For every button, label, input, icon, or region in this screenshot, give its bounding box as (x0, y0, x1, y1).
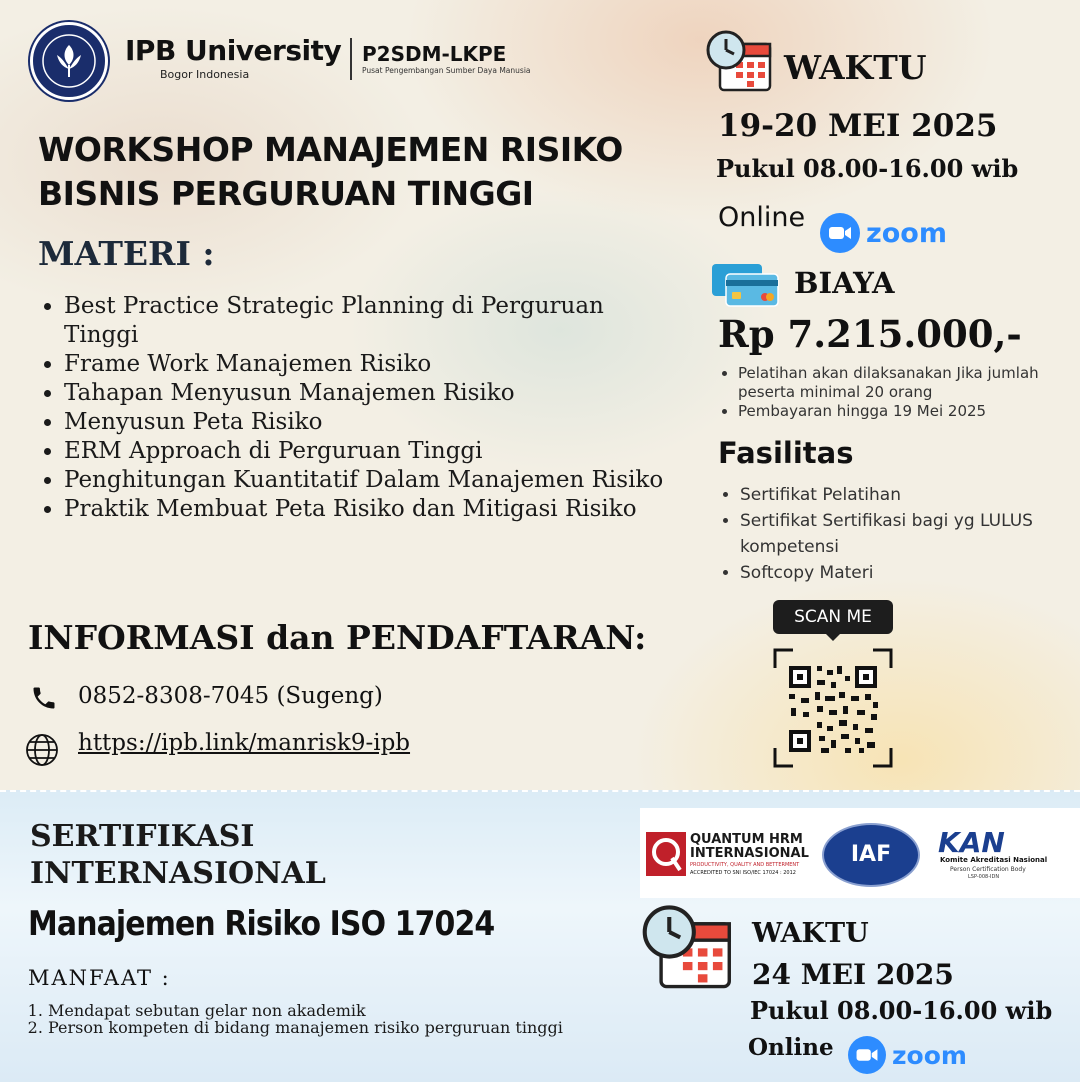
zoom-wordmark: zoom (866, 217, 947, 249)
list-item: 2. Person kompeten di bidang manajemen risiko perguruan tinggi (48, 1019, 608, 1036)
credit-card-icon (710, 262, 780, 312)
list-item: • Penghitungan Kuantitatif Dalam Manajemen Risiko (64, 466, 674, 495)
title-line-2: BISNIS PERGURUAN TINGGI (38, 174, 534, 213)
manfaat-heading: MANFAAT : (28, 966, 171, 990)
quantum-hrm-name: QUANTUM HRM (690, 832, 803, 847)
zoom-wordmark: zoom (892, 1040, 967, 1070)
phone-icon (30, 684, 58, 716)
biaya-notes (718, 364, 1080, 421)
globe-icon (24, 732, 60, 772)
sertifikasi-subtitle: Manajemen Risiko ISO 17024 (28, 904, 495, 944)
phone-number[interactable]: 0852-8308-7045 (Sugeng) (78, 683, 383, 709)
quantum-hrm-logo-icon (646, 832, 686, 880)
list-item: • Praktik Membuat Peta Risiko dan Mitigasi Risiko (64, 495, 674, 524)
sertifikasi-line-1: SERTIFIKASI (30, 819, 255, 854)
list-item: • Frame Work Manajemen Risiko (64, 350, 674, 379)
sertifikasi-line-2: INTERNASIONAL (30, 856, 326, 891)
qr-code[interactable] (773, 648, 893, 768)
sertifikasi-heading (30, 818, 390, 892)
sertifikasi-time: Pukul 08.00-16.00 wib (750, 996, 1053, 1025)
list-item: • ERM Approach di Perguruan Tinggi (64, 437, 674, 466)
header-divider (350, 38, 352, 80)
zoom-logo (820, 213, 947, 253)
list-item: • Best Practice Strategic Planning di Perguruan Tinggi (64, 292, 674, 350)
quantum-hrm-tagline: PRODUCTIVITY, QUALITY AND BETTERMENT (690, 862, 800, 868)
kan-name: Komite Akreditasi Nasional (940, 856, 1048, 864)
zoom-logo (848, 1036, 967, 1074)
workshop-time: Pukul 08.00-16.00 wib (716, 154, 1019, 183)
workshop-date: 19-20 MEI 2025 (718, 108, 998, 144)
clock-calendar-icon (706, 30, 772, 96)
waktu-heading: WAKTU (784, 48, 927, 87)
materi-heading: MATERI : (38, 234, 215, 273)
list-item: • Softcopy Materi (740, 560, 1080, 586)
kan-logo: KAN (938, 826, 1005, 859)
sertifikasi-mode: Online (748, 1034, 834, 1061)
iaf-logo (822, 823, 920, 887)
unit-description: Pusat Pengembangan Sumber Daya Manusia (362, 66, 531, 75)
unit-name: P2SDM-LKPE (362, 42, 507, 66)
materi-list (38, 292, 674, 524)
ipb-logo-icon (30, 22, 108, 100)
list-item: • Pelatihan akan dilaksanakan Jika jumlah peserta minimal 20 orang (738, 364, 1080, 402)
sertifikasi-date: 24 MEI 2025 (752, 958, 954, 991)
fasilitas-list (720, 482, 1080, 586)
workshop-mode: Online (718, 202, 806, 233)
university-name: IPB University (125, 34, 342, 67)
title-line-1: WORKSHOP MANAJEMEN RISIKO (38, 130, 623, 169)
list-item: • Tahapan Menyusun Manajemen Risiko (64, 379, 674, 408)
kan-body: Person Certification Body (950, 866, 1026, 873)
waktu2-heading: WAKTU (752, 918, 869, 949)
info-heading: INFORMASI dan PENDAFTARAN: (28, 618, 647, 657)
manfaat-list (28, 1002, 608, 1036)
workshop-title (38, 128, 678, 216)
list-item: • Sertifikat Pelatihan (740, 482, 1080, 508)
list-item: • Pembayaran hingga 19 Mei 2025 (738, 402, 1080, 421)
iaf-wordmark: IAF (850, 842, 892, 867)
list-item: • Menyusun Peta Risiko (64, 408, 674, 437)
price: Rp 7.215.000,- (718, 312, 1022, 356)
quantum-hrm-accreditation: ACCREDITED TO SNI ISO/IEC 17024 : 2012 (690, 870, 796, 876)
university-location: Bogor Indonesia (160, 68, 250, 81)
list-item: 1. Mendapat sebutan gelar non akademik (48, 1002, 608, 1019)
zoom-icon (820, 213, 860, 253)
fasilitas-heading: Fasilitas (718, 436, 854, 470)
zoom-icon (848, 1036, 886, 1074)
scan-me-label: SCAN ME (773, 600, 893, 634)
registration-link[interactable]: https://ipb.link/manrisk9-ipb (78, 730, 411, 756)
quantum-hrm-name-2: INTERNASIONAL (690, 846, 809, 861)
kan-code: LSP-008-IDN (968, 874, 1000, 880)
list-item: • Sertifikat Sertifikasi bagi yg LULUS kompetensi (740, 508, 1080, 560)
biaya-heading: BIAYA (794, 266, 895, 300)
clock-calendar-icon (642, 904, 732, 994)
